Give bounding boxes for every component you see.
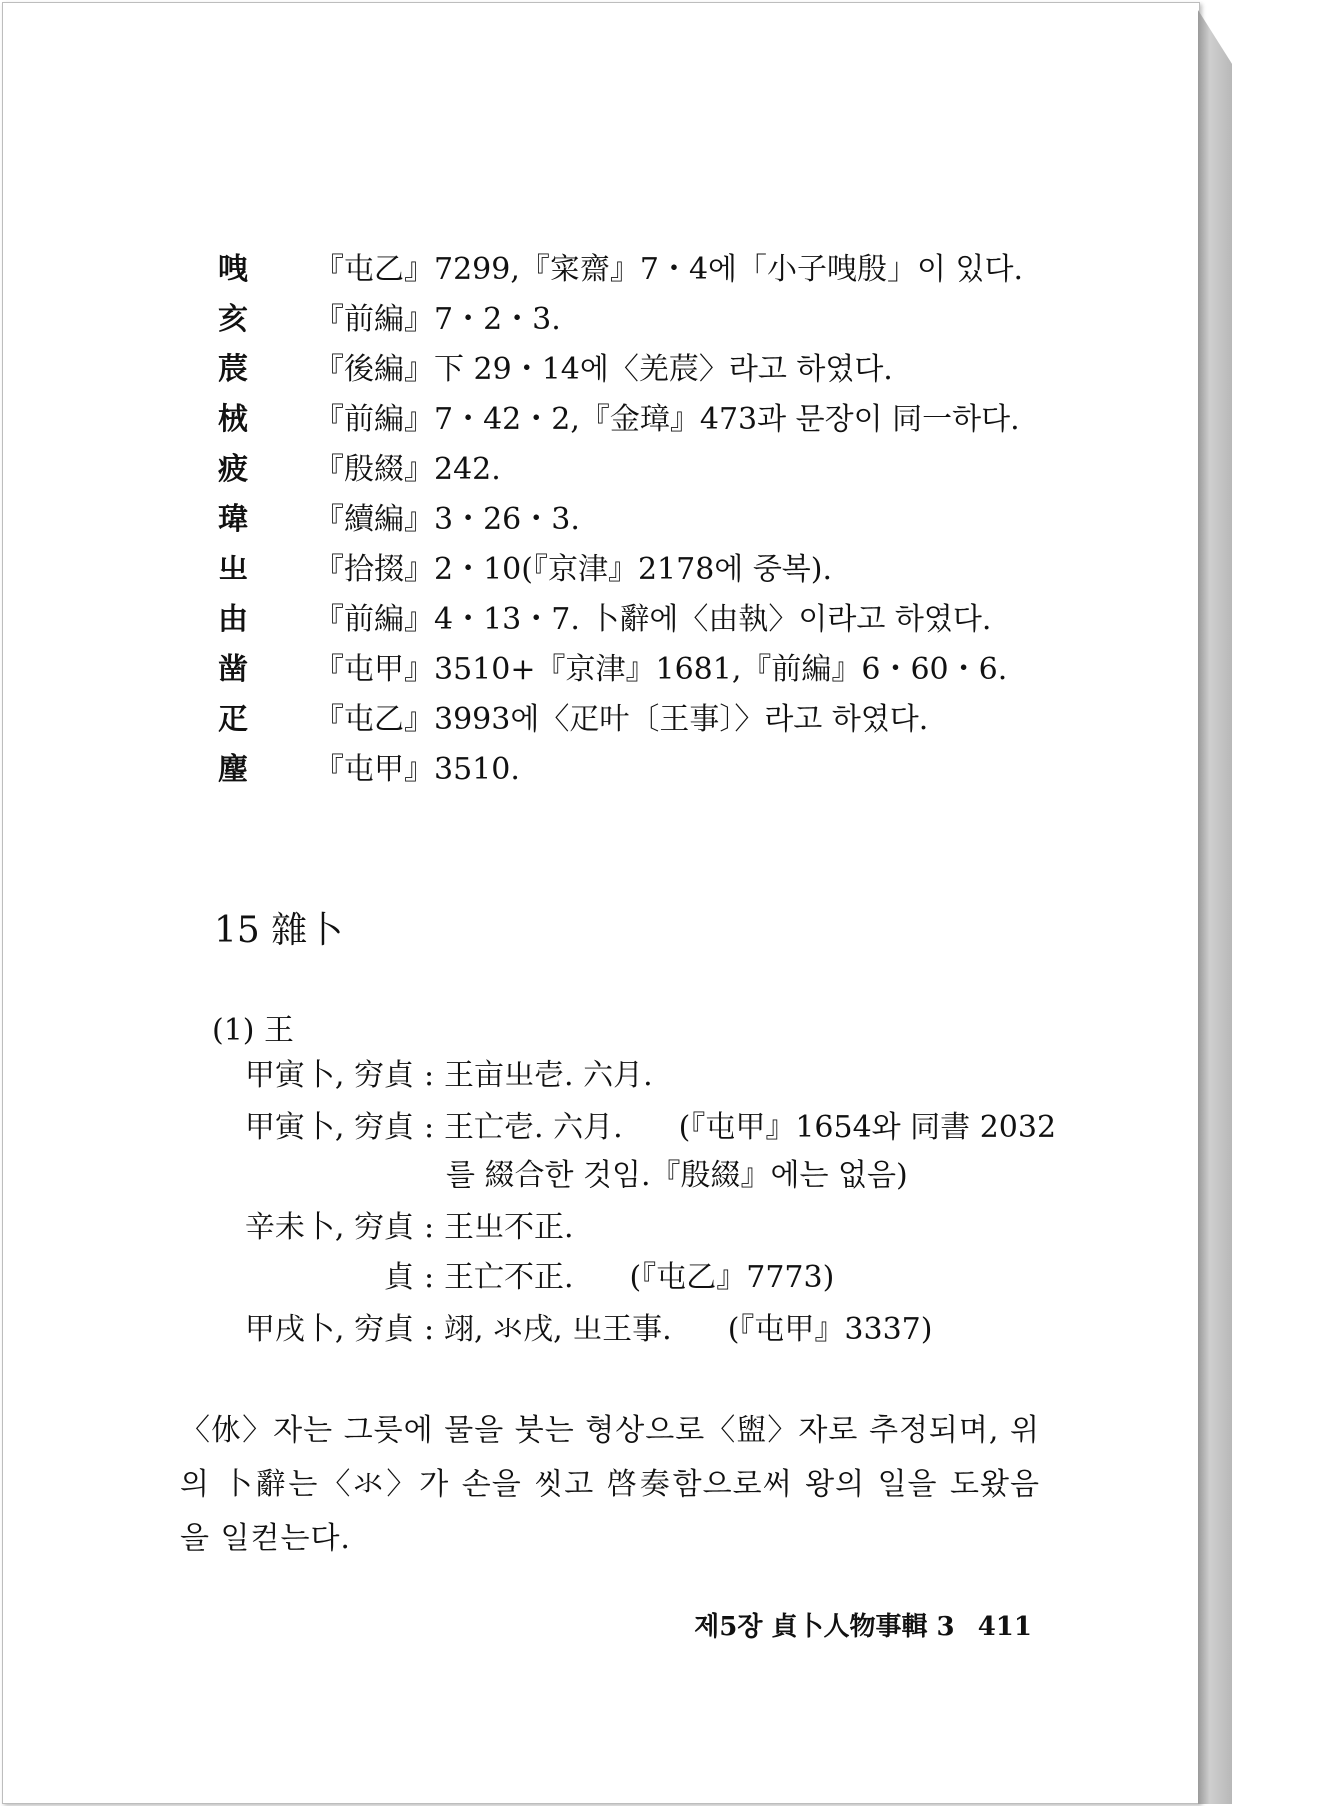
divination-line: [184, 1056, 653, 1096]
diviner: 甲寅卜, 穷貞: [244, 1058, 414, 1093]
entry-glyph: 由: [218, 602, 248, 637]
entry-glyph: 疲: [218, 452, 248, 487]
divination-colon: :: [423, 1058, 435, 1093]
diviner: 甲戌卜, 穷貞: [244, 1312, 414, 1347]
entry-glyph: 㞢: [218, 552, 248, 587]
entry-row: [218, 400, 1020, 440]
divination-line: [184, 1108, 1056, 1148]
divination-text: 王㞢不正.: [444, 1210, 574, 1245]
entry-row: [218, 600, 991, 640]
entry-text: 『後編』下 29・14에〈羌莀〉라고 하였다.: [314, 352, 893, 387]
divination-line: [184, 1258, 834, 1298]
entry-text: 『前編』7・42・2,『金璋』473과 문장이 同一하다.: [314, 402, 1020, 437]
entry-text: 『前編』4・13・7. 卜辭에〈由執〉이라고 하였다.: [314, 602, 992, 637]
divination-line: [184, 1208, 574, 1248]
entry-row: [218, 450, 501, 490]
entry-glyph: 㭜: [218, 402, 248, 437]
entry-text: 『屯乙』3993에〈疋叶〔王事〕〉라고 하였다.: [314, 702, 929, 737]
entry-glyph: 麈: [218, 752, 248, 787]
entry-row: [218, 650, 1007, 690]
citation: (『屯甲』3337): [727, 1312, 933, 1347]
entry-glyph: 瑋: [218, 502, 248, 537]
divination-line: [184, 1310, 932, 1350]
entry-text: 『屯乙』7299,『寀齋』7・4에「小子㖂殷」이 있다.: [314, 252, 1024, 287]
divination-continuation: [446, 1156, 908, 1196]
diviner: 貞: [384, 1260, 414, 1295]
diviner: 辛未卜, 穷貞: [244, 1210, 414, 1245]
section-number: 15: [214, 910, 260, 951]
entry-row: [218, 500, 580, 540]
body-paragraph: 〈㲻〉자는 그릇에 물을 붓는 형상으로〈盥〉자로 추정되며, 위의 卜辭는〈氺〉가 손을 씻고 啓奏함으로써 왕의 일을 도왔음을 일컫는다.: [180, 1413, 1040, 1556]
entry-row: [218, 700, 928, 740]
divination-text: 翊, 氺戌, 㞢王事.: [444, 1312, 672, 1347]
divination-colon: :: [423, 1312, 435, 1347]
citation: (『屯甲』1654와 同書 2032: [678, 1110, 1057, 1145]
divination-text: 를 綴合한 것임.『殷綴』에는 없음): [446, 1158, 908, 1193]
divination-text: 王亩㞢壱. 六月.: [444, 1058, 653, 1093]
subsection-heading: (1) 王: [212, 1013, 295, 1048]
section-heading: [214, 902, 343, 953]
entry-row: [218, 250, 1023, 290]
entry-row: [218, 300, 561, 340]
citation: (『屯乙』7773): [629, 1260, 835, 1295]
entry-glyph: 疋: [218, 702, 248, 737]
entry-text: 『續編』3・26・3.: [314, 502, 580, 537]
divination-colon: :: [423, 1260, 435, 1295]
divination-text: 王亡壱. 六月.: [444, 1110, 623, 1145]
entry-row: [218, 750, 520, 790]
divination-colon: :: [423, 1210, 435, 1245]
entry-glyph: 㖂: [218, 252, 248, 287]
entry-row: [218, 350, 893, 390]
entry-text: 『拾掇』2・10(『京津』2178에 중복).: [314, 552, 833, 587]
diviner: 甲寅卜, 穷貞: [244, 1110, 414, 1145]
entry-row: [218, 550, 832, 590]
entry-text: 『屯甲』3510.: [314, 752, 520, 787]
entry-text: 『殷綴』242.: [314, 452, 501, 487]
divination-text: 王亡不正.: [444, 1260, 574, 1295]
divination-colon: :: [423, 1110, 435, 1145]
entry-text: 『屯甲』3510+『京津』1681,『前編』6・60・6.: [314, 652, 1008, 687]
entry-text: 『前編』7・2・3.: [314, 302, 561, 337]
page-footer: [680, 1606, 1032, 1643]
running-header-chapter: 제5장 貞卜人物事輯 3: [694, 1612, 955, 1642]
book-page-edge: [1198, 10, 1232, 1804]
page-number: 411: [977, 1612, 1032, 1642]
section-title: 雜卜: [271, 910, 344, 951]
entry-glyph: 凿: [218, 652, 248, 687]
entry-glyph: 亥: [218, 302, 248, 337]
entry-glyph: 莀: [218, 352, 248, 387]
